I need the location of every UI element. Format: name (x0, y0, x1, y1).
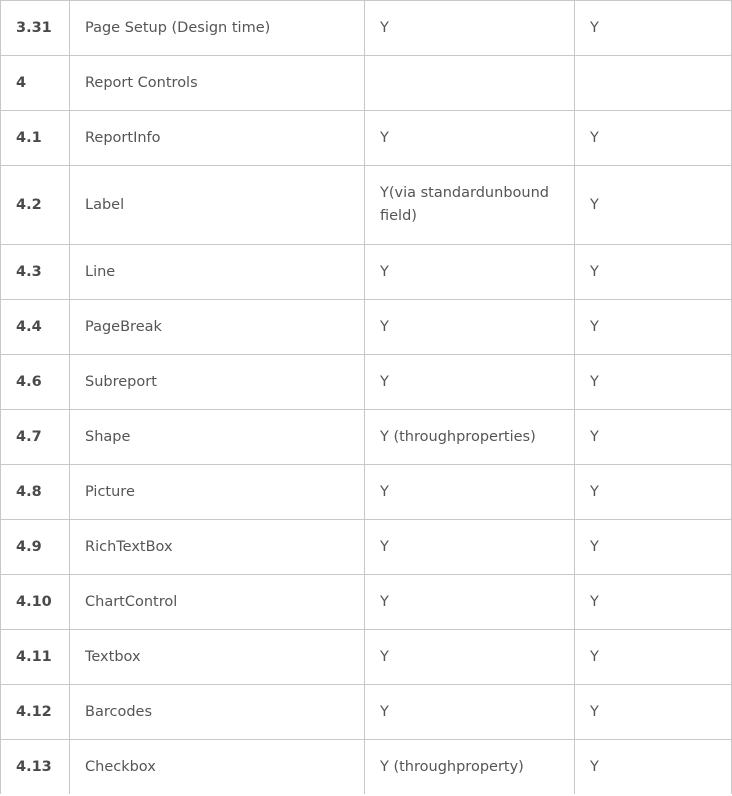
row-id: 4.3 (1, 245, 70, 300)
row-id: 4.9 (1, 520, 70, 575)
row-support-col4: Y (575, 740, 732, 795)
row-support-col3: Y (365, 520, 575, 575)
row-support-col4: Y (575, 410, 732, 465)
row-id: 4.12 (1, 685, 70, 740)
row-feature: Subreport (70, 355, 365, 410)
row-support-col4: Y (575, 355, 732, 410)
row-support-col3: Y(via standardunbound field) (365, 166, 575, 245)
row-support-col4: Y (575, 465, 732, 520)
row-id: 4.10 (1, 575, 70, 630)
row-support-col4: Y (575, 1, 732, 56)
row-support-col3: Y (throughproperty) (365, 740, 575, 795)
row-id: 4.4 (1, 300, 70, 355)
row-support-col3: Y (throughproperties) (365, 410, 575, 465)
table-row (1, 410, 732, 465)
row-support-col4: Y (575, 520, 732, 575)
row-id: 4.13 (1, 740, 70, 795)
row-support-col4: Y (575, 245, 732, 300)
row-support-col4: Y (575, 300, 732, 355)
row-feature: ReportInfo (70, 111, 365, 166)
row-feature: Label (70, 166, 365, 245)
row-id: 4.7 (1, 410, 70, 465)
row-id: 4.6 (1, 355, 70, 410)
row-support-col3: Y (365, 685, 575, 740)
row-support-col3: Y (365, 1, 575, 56)
row-support-col4: Y (575, 166, 732, 245)
row-feature: Page Setup (Design time) (70, 1, 365, 56)
table-row (1, 245, 732, 300)
row-support-col3 (365, 56, 575, 111)
table-row (1, 300, 732, 355)
row-feature: Picture (70, 465, 365, 520)
row-feature: Barcodes (70, 685, 365, 740)
row-feature: Checkbox (70, 740, 365, 795)
row-support-col3: Y (365, 355, 575, 410)
table-row (1, 56, 732, 111)
row-support-col3: Y (365, 111, 575, 166)
row-feature: Textbox (70, 630, 365, 685)
row-support-col4: Y (575, 575, 732, 630)
row-feature: Line (70, 245, 365, 300)
row-id: 4.2 (1, 166, 70, 245)
row-support-col4: Y (575, 685, 732, 740)
row-feature: PageBreak (70, 300, 365, 355)
table-row (1, 575, 732, 630)
row-id: 4 (1, 56, 70, 111)
table-row (1, 630, 732, 685)
row-support-col3: Y (365, 465, 575, 520)
row-support-col3: Y (365, 630, 575, 685)
row-feature: ChartControl (70, 575, 365, 630)
table-row (1, 355, 732, 410)
row-feature: Report Controls (70, 56, 365, 111)
table-row (1, 740, 732, 795)
table-row (1, 166, 732, 245)
row-support-col3: Y (365, 245, 575, 300)
row-id: 4.11 (1, 630, 70, 685)
table-row (1, 1, 732, 56)
row-id: 4.1 (1, 111, 70, 166)
table-row (1, 465, 732, 520)
row-feature: Shape (70, 410, 365, 465)
row-feature: RichTextBox (70, 520, 365, 575)
table-row (1, 520, 732, 575)
table-row (1, 685, 732, 740)
row-support-col4 (575, 56, 732, 111)
row-id: 4.8 (1, 465, 70, 520)
row-id: 3.31 (1, 1, 70, 56)
row-support-col4: Y (575, 630, 732, 685)
table-row (1, 111, 732, 166)
row-support-col3: Y (365, 300, 575, 355)
row-support-col4: Y (575, 111, 732, 166)
row-support-col3: Y (365, 575, 575, 630)
